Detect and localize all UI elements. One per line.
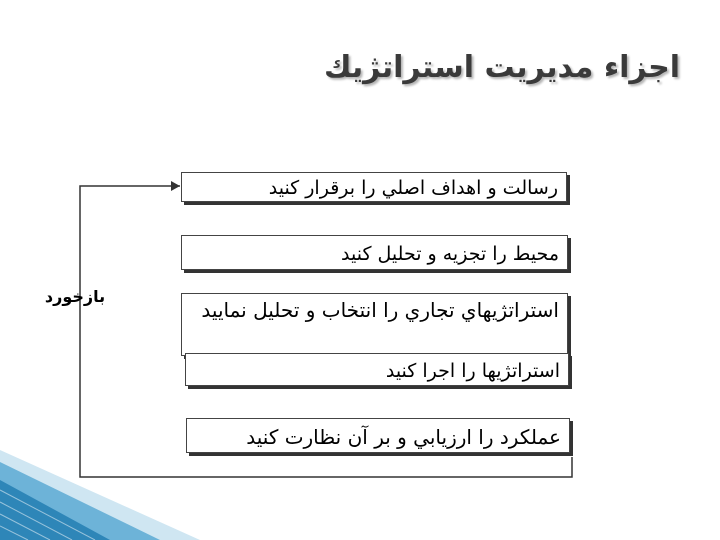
step-3-label: استراتژيهاي تجاري را انتخاب و تحليل نماييد (201, 298, 559, 322)
step-2-environment-analysis (181, 235, 568, 270)
step-5-evaluation (186, 418, 570, 453)
step-3-strategy-selection (181, 293, 568, 356)
step-1-mission-goals (181, 172, 567, 202)
feedback-label: بازخورد (44, 287, 106, 306)
step-4-label: استراتژيها را اجرا كنيد (385, 360, 560, 382)
step-1-label: رسالت و اهداف اصلي را برقرار كنيد (268, 177, 558, 199)
step-5-label: عملكرد را ارزيابي و بر آن نظارت كنيد (246, 425, 561, 449)
step-2-label: محيط را تجزيه و تحليل كنيد (341, 243, 559, 265)
step-4-implementation (185, 353, 569, 386)
page-title: اجزاء مديريت استراتژيك (323, 50, 680, 85)
